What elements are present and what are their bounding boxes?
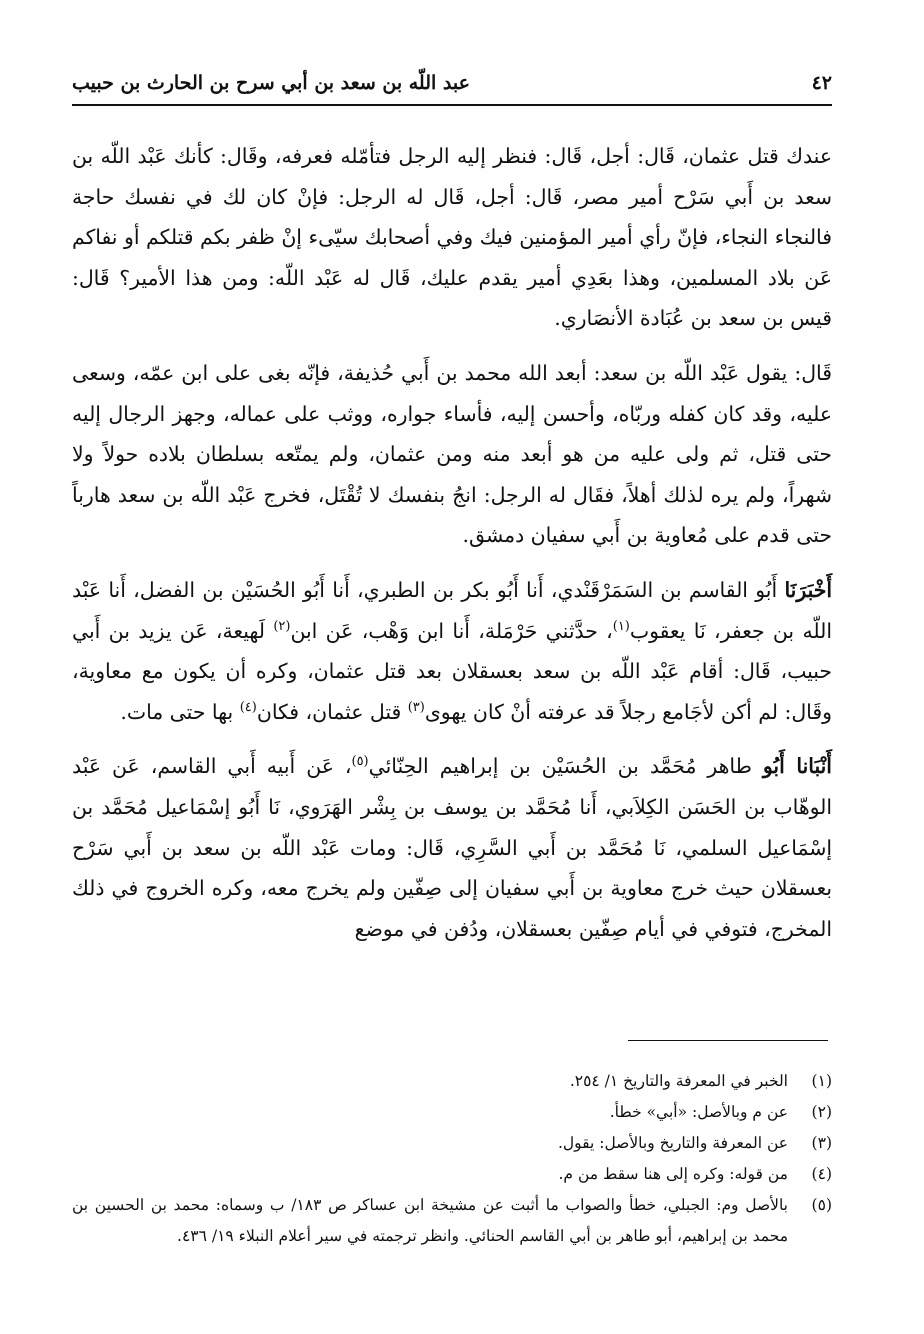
footnote-item — [72, 1190, 832, 1252]
footnote-ref[interactable]: (٢) — [273, 618, 291, 634]
paragraph-text: ، عَن أَبيه أَبي القاسم، عَن عَبْد الوهّاب بن الحَسَن الكِلاَبي، أَنا مُحَمَّد بن يوسف بن بِشْر الهَرَوي، نَا أَبُو إسْمَاعيل مُحَمَّد بن إسْمَاعيل السلمي، نَا مُحَمَّد بن أَبي السَّرِي، قَال: ومات عَبْد اللّه بن سعد بن أَبي سَرْح بعسقلان حيث خرج معاوية بن أَبي سفيان إلى صِفّين ولم يخرج معه، وكره الخروج في ذلك المخرج، فتوفي في أيام صِفّين بعسقلان، ودُفن في موضع — [72, 754, 832, 941]
paragraph-text: قَال: يقول عَبْد اللّه بن سعد: أبعد الله محمد بن أَبي حُذيفة، فإنّه بغى على ابن عمّه، وسعى عليه، وقد كان كفله وربّاه، وأحسن إليه، فأساء جواره، ووثب على عماله، وجهز الرجال إليه حتى قتل، ثم ولى عليه من هو أبعد منه ومن عثمان، ولم يمتّعه بسلطان بلاده حولاً ولا شهراً، ولم يره لذلك أهلاً، فقَال له الرجل: انجُ بنفسك لا تُقْتَل، فخرج عَبْد اللّه بن سعد هارباً حتى قدم على مُعاوية بن أَبي سفيان دمشق. — [72, 360, 832, 548]
footnote-number: (٥) — [811, 1196, 832, 1214]
footnote-text: الخبر في المعرفة والتاريخ ١/ ٢٥٤. — [569, 1072, 788, 1090]
main-text — [72, 136, 832, 963]
footnote-separator — [628, 1040, 828, 1041]
paragraph-text: قتل عثمان، فكان — [256, 699, 408, 724]
footnote-ref[interactable]: (٣) — [407, 699, 425, 715]
paragraph-text: أَبُو القاسم بن السَمَرْقَنْدي، أَنا أَبُو بكر بن الطبري، أَنا أَبُو الحُسَيْن بن الفضل، أَنا عَبْد اللّه بن جعفر، نَا يعقوب — [72, 577, 833, 643]
page-header — [72, 70, 832, 104]
isnad-lead-word: أَنْبَانا أَبُو — [762, 754, 832, 779]
page-number: ٤٢ — [811, 72, 832, 94]
paragraph-1 — [72, 136, 832, 339]
footnote-item — [72, 1128, 832, 1159]
footnote-number: (١) — [811, 1072, 832, 1090]
footnote-item — [72, 1097, 832, 1128]
footnote-number: (٤) — [811, 1165, 832, 1183]
footnote-text: عن المعرفة والتاريخ وبالأصل: يقول. — [557, 1134, 788, 1152]
footnote-text: بالأصل وم: الجبلي، خطأ والصواب ما أثبت عن مشيخة ابن عساكر ص ١٨٣/ ب وسماه: محمد بن الحسين بن محمد بن إبراهيم، أبو طاهر بن أبي القاسم الحنائي. وانظر ترجمته في سير أعلام النبلاء ١٩/ ٤٣٦. — [72, 1196, 788, 1245]
paragraph-text: لَهيعة، عَن يزيد بن أَبي حبيب، قَال: أقام عَبْد اللّه بن سعد بعسقلان بعد قتل عثمان، وكره أن يكون مع معاوية، وقَال: لم أكن لأجَامع رجلاً قد عرفته أنْ كان يهوى — [72, 618, 832, 724]
running-title: عبد اللّه بن سعد بن أبي سرح بن الحارث بن حبيب — [72, 72, 470, 94]
footnote-item — [72, 1159, 832, 1190]
paragraph-text: طاهر مُحَمَّد بن الحُسَيْن بن إبراهيم الحِنّائي — [368, 754, 763, 779]
isnad-lead-word: أَخْبَرَنَا — [784, 577, 832, 602]
footnotes — [72, 1066, 832, 1252]
header-rule — [72, 104, 832, 106]
footnote-number: (٣) — [811, 1134, 832, 1152]
footnote-text: من قوله: وكره إلى هنا سقط من م. — [558, 1165, 788, 1183]
footnote-number: (٢) — [811, 1103, 832, 1121]
footnote-ref[interactable]: (٤) — [239, 699, 257, 715]
footnote-ref[interactable]: (٥) — [351, 754, 369, 770]
footnote-text: عن م وبالأصل: «أبي» خطأ. — [609, 1103, 788, 1121]
paragraph-text: ، حدَّثني حَرْمَلة، أَنا ابن وَهْب، عَن ابن — [290, 618, 613, 643]
paragraph-3 — [72, 570, 832, 732]
paragraph-2 — [72, 353, 832, 556]
paragraph-text: بها حتى مات. — [120, 699, 240, 724]
paragraph-4 — [72, 746, 832, 949]
footnote-item — [72, 1066, 832, 1097]
paragraph-text: عندك قتل عثمان، قَال: أجل، قَال: فنظر إليه الرجل فتأمّله فعرفه، وقَال: كأنك عَبْد اللّه بن سعد بن أَبي سَرْح أمير مصر، قَال: أجل، قَال له الرجل: فإنْ كان لك في نفسك حاجة فالنجاء النجاء، فإنّ رأي أمير المؤمنين فيك وفي أصحابك سيّىء إنْ ظفر بكم قتلكم أو نفاكم عَن بلاد المسلمين، وهذا بعَدِي أمير يقدم عليك، قَال له عَبْد اللّه: ومن هذا الأمير؟ قَال: قيس بن سعد بن عُبَادة الأنصَاري. — [72, 144, 832, 331]
footnote-ref[interactable]: (١) — [612, 618, 630, 634]
